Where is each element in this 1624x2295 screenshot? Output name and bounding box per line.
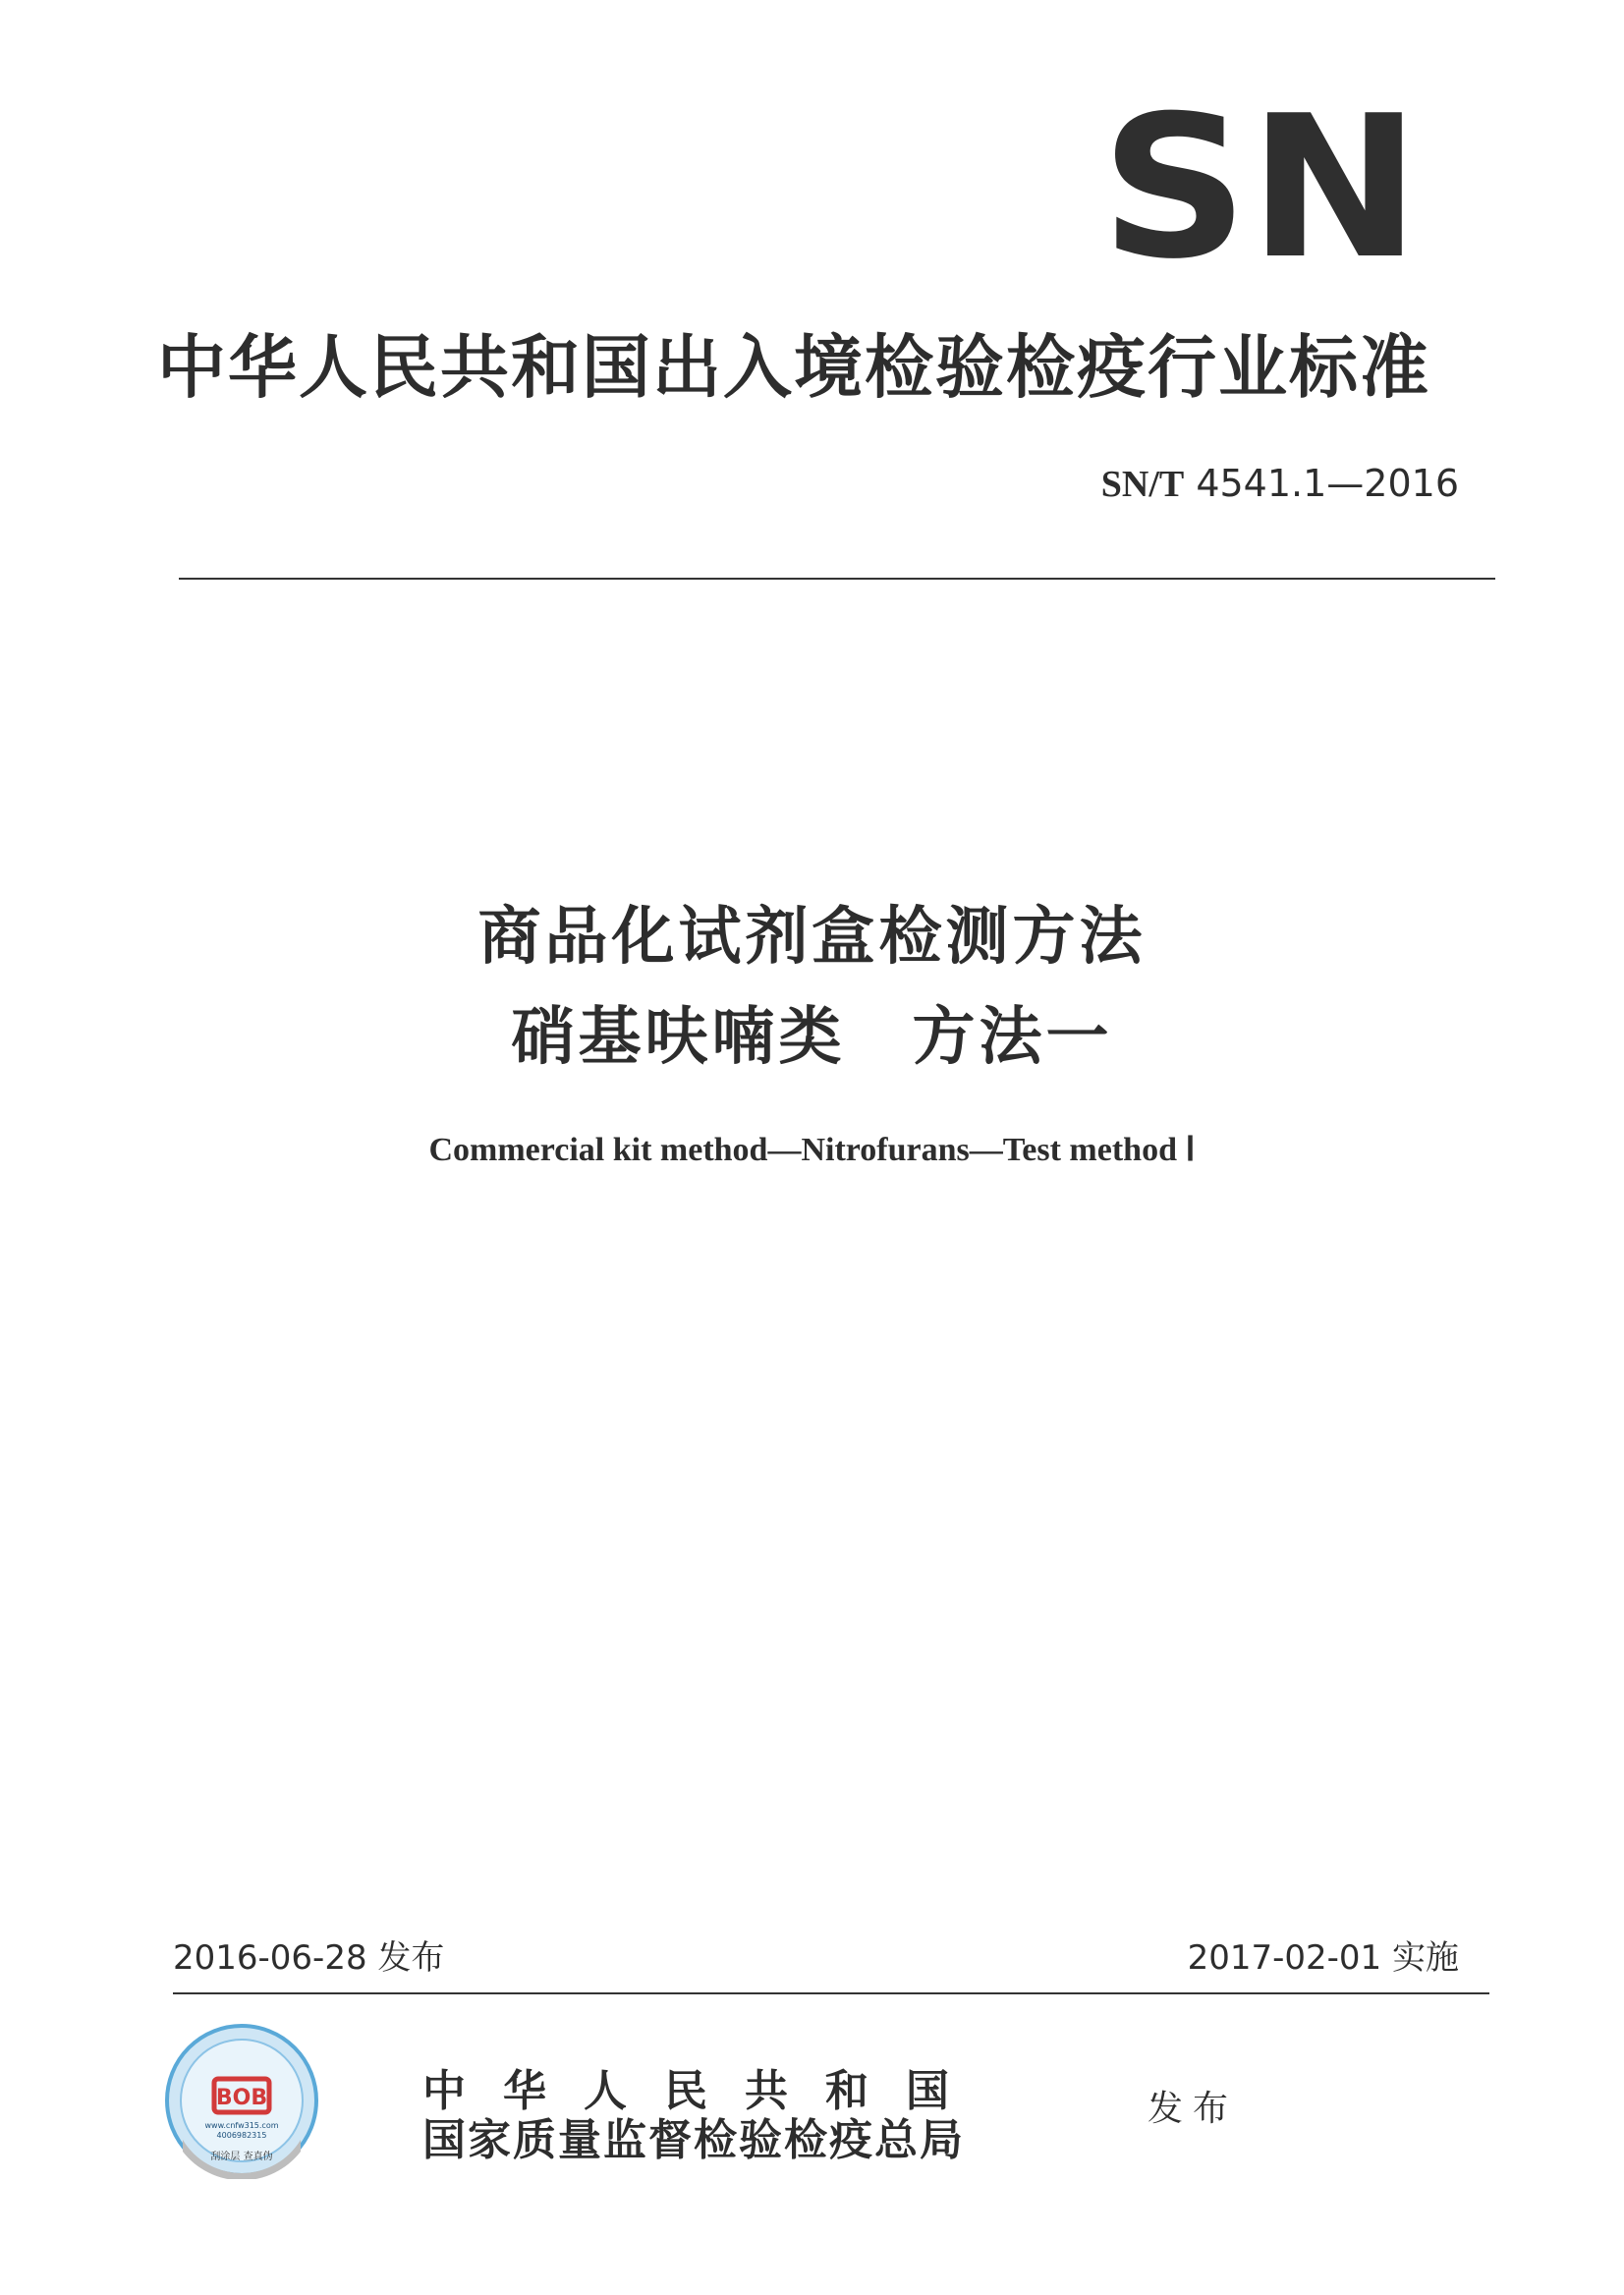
footer-divider <box>173 1992 1489 1994</box>
publisher-line-1: 中华人民共和国 <box>422 2066 986 2116</box>
document-title-english: Commercial kit method—Nitrofurans—Test method Ⅰ <box>428 1132 1196 1168</box>
svg-text:4006982315: 4006982315 <box>216 2131 267 2140</box>
document-title-line-2: 硝基呋喃类 方法一 <box>511 1001 1113 1074</box>
publish-label: 发布 <box>1148 2089 1239 2129</box>
implementation-date: 2017-02-01 实施 <box>1187 1938 1459 1978</box>
publisher-line-2: 国家质量监督检验检疫总局 <box>422 2115 965 2165</box>
header-divider <box>179 578 1495 580</box>
svg-text:BOB: BOB <box>215 2086 268 2110</box>
sn-logo-text: SN <box>1100 98 1421 263</box>
standard-code <box>1101 462 1459 506</box>
standard-code-number: 4541.1—2016 <box>1196 462 1459 505</box>
document-title-line-1: 商品化试剂盒检测方法 <box>477 901 1147 974</box>
issue-date: 2016-06-28 发布 <box>173 1938 445 1978</box>
org-title: 中华人民共和国出入境检验检疫行业标准 <box>157 327 1430 408</box>
sn-logo <box>1098 98 1423 263</box>
anti-counterfeit-seal <box>163 2022 320 2179</box>
svg-text:www.cnfw315.com: www.cnfw315.com <box>204 2121 279 2130</box>
standard-code-prefix: SN/T <box>1100 464 1185 505</box>
svg-text:刮涂层 查真伪: 刮涂层 查真伪 <box>210 2152 273 2162</box>
